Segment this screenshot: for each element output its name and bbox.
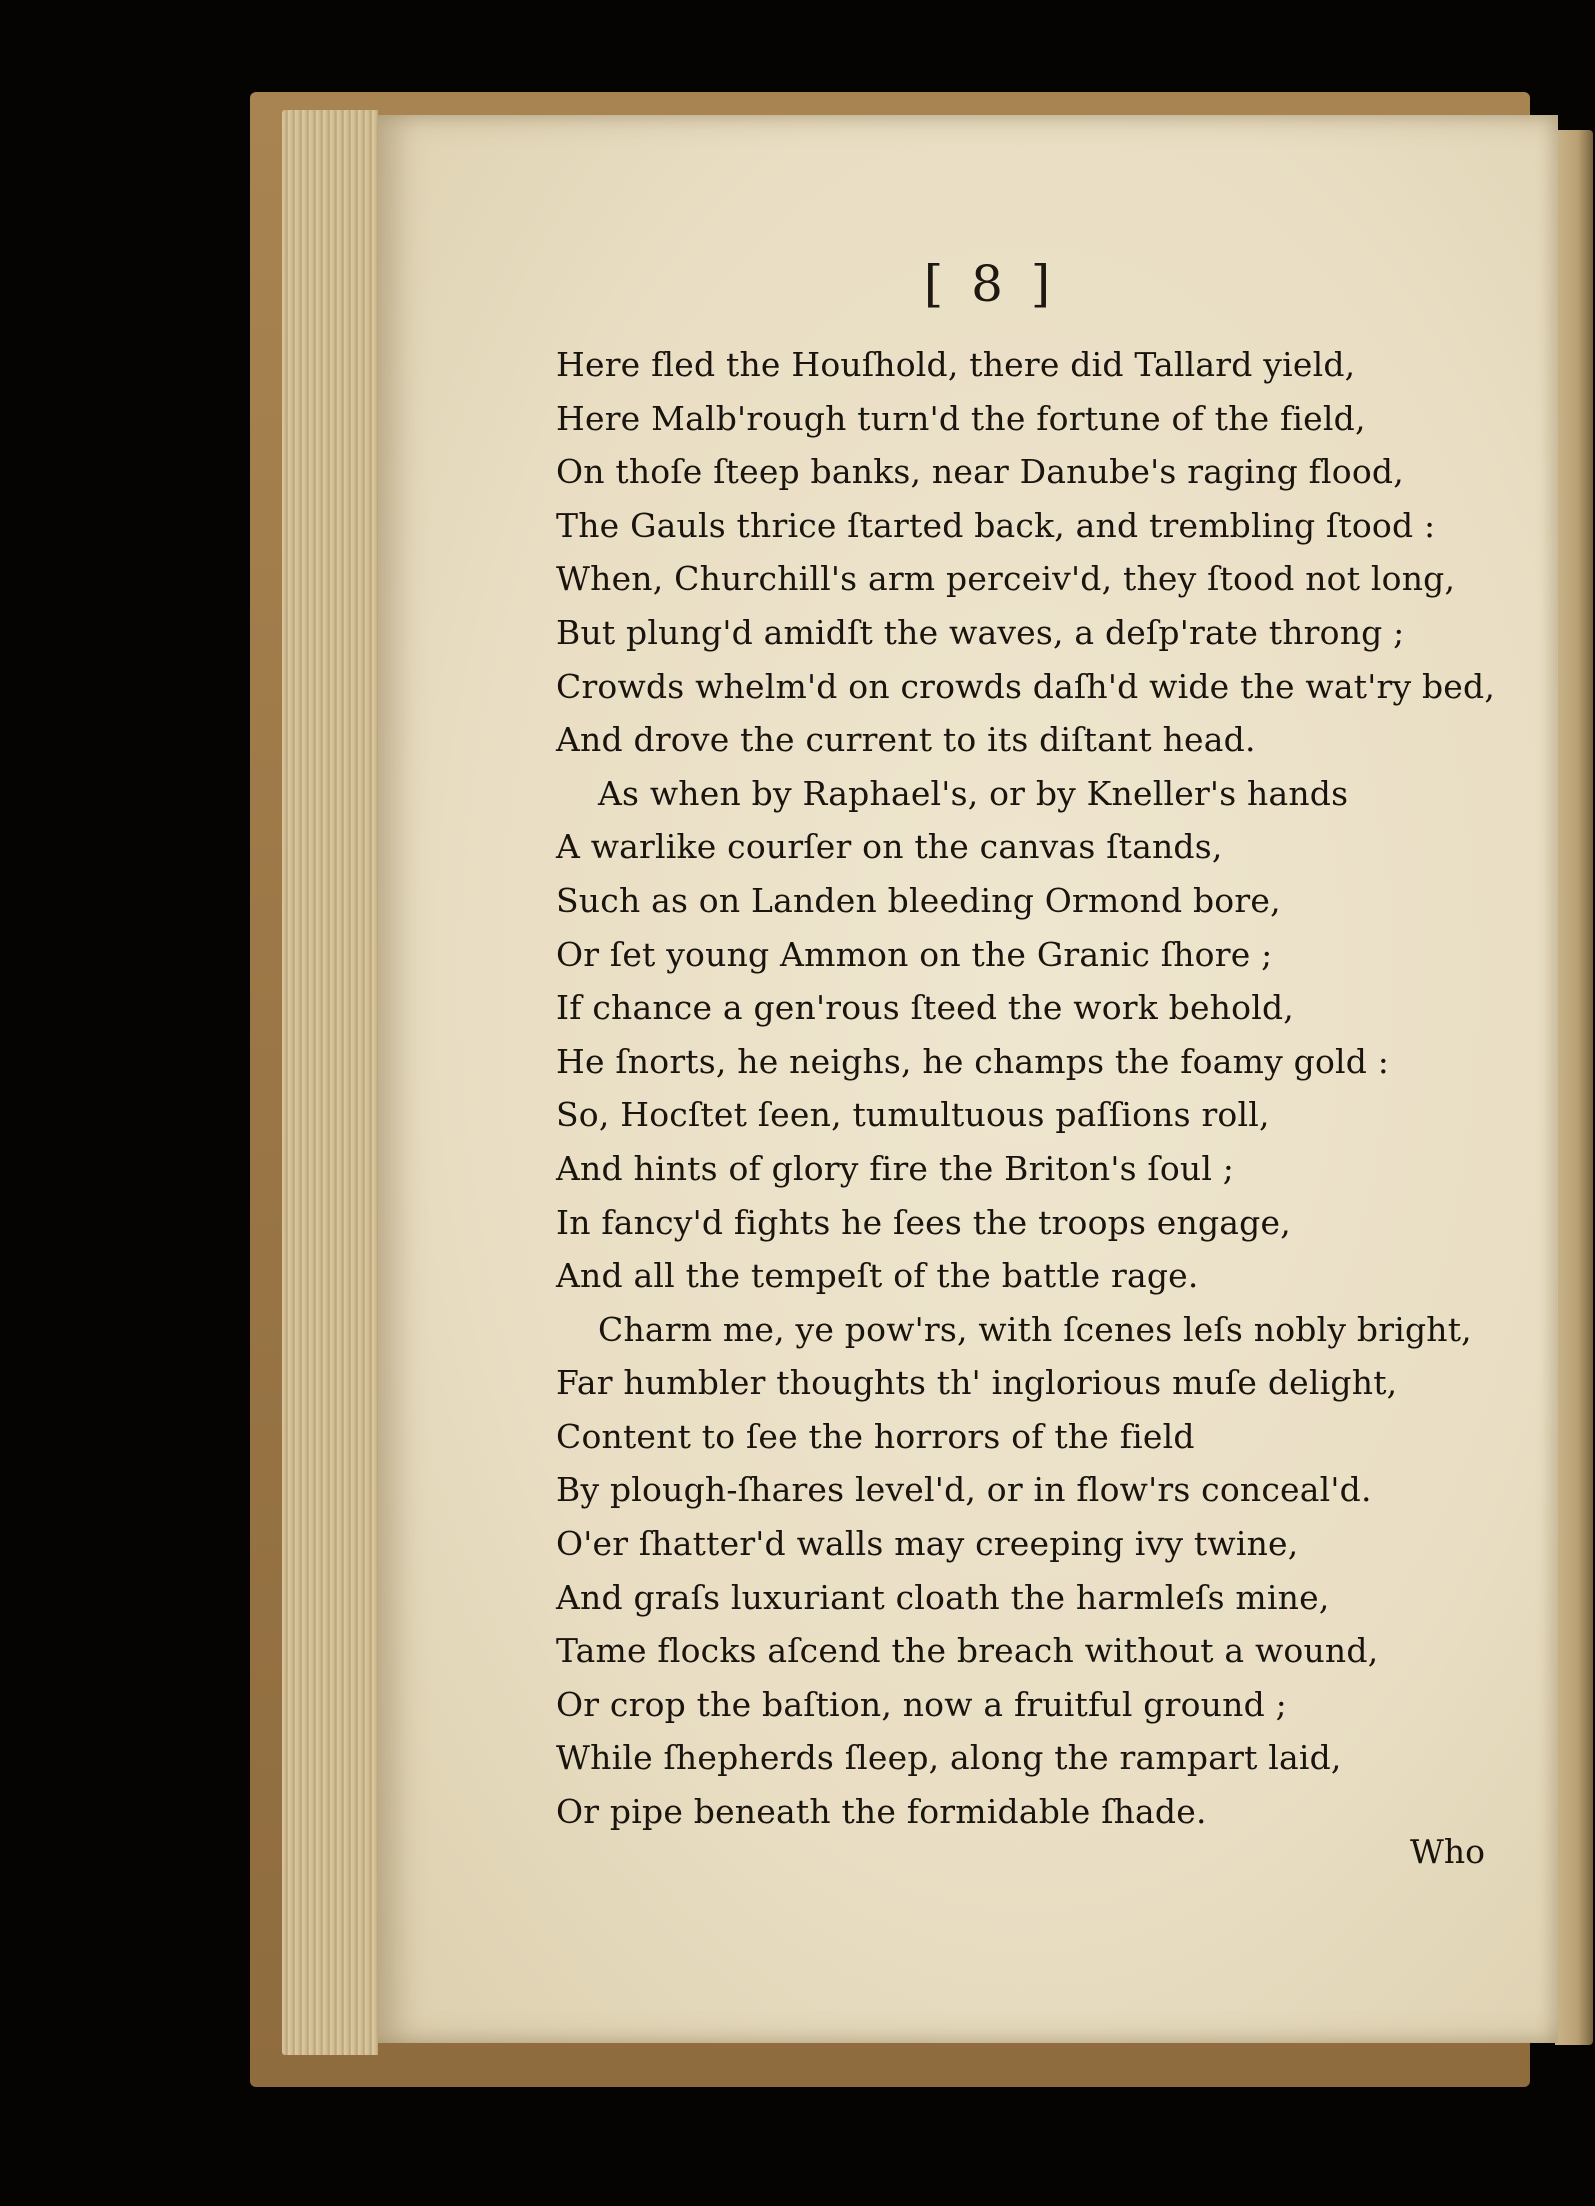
poem-line: Or crop the baſtion, now a fruitful ground ; [556,1684,1287,1724]
poem-line: Here Malb'rough turn'd the fortune of the field, [556,398,1366,438]
poem-line: On thoſe ſteep banks, near Danube's raging flood, [556,452,1404,492]
poem-line: But plung'd amidſt the waves, a deſp'rate throng ; [556,612,1405,652]
catchword: Who [1410,1832,1486,1871]
poem-line: Crowds whelm'd on crowds daſh'd wide the wat'ry bed, [556,666,1496,706]
poem-line: When, Churchill's arm perceiv'd, they ſtood not long, [556,559,1456,599]
poem-line: And drove the current to its diſtant head. [556,720,1256,760]
poem-line: Such as on Landen bleeding Ormond bore, [556,880,1281,920]
poem-line: O'er ſhatter'd walls may creeping ivy twine, [556,1524,1299,1564]
poem-line: Content to ſee the horrors of the field [556,1416,1195,1456]
poem-line: Tame flocks aſcend the breach without a wound, [556,1631,1379,1671]
poem-line: So, Hocſtet ſeen, tumultuous paſſions roll, [556,1095,1270,1135]
poem-line: And graſs luxuriant cloath the harmleſs mine, [556,1577,1330,1617]
poem-line: Or ſet young Ammon on the Granic ſhore ; [556,934,1273,974]
poem-line: As when by Raphael's, or by Kneller's hands [598,773,1349,813]
poem-line: If chance a gen'rous ſteed the work behold, [556,988,1294,1028]
poem-line: And all the tempeſt of the battle rage. [556,1256,1199,1296]
poem-line: Charm me, ye pow'rs, with ſcenes leſs nobly bright, [598,1309,1472,1349]
poem-line: While ſhepherds ſleep, along the rampart laid, [556,1738,1342,1778]
poem-line: In fancy'd fights he ſees the troops engage, [556,1202,1291,1242]
poem-line: He ſnorts, he neighs, he champs the foamy gold : [556,1041,1390,1081]
poem-line: Here fled the Houſhold, there did Tallard yield, [556,345,1356,384]
poem-line: By plough-ſhares level'd, or in flow'rs conceal'd. [556,1470,1372,1510]
poem-line: Or pipe beneath the formidable ſhade. [556,1792,1207,1832]
poem-line: The Gauls thrice ſtarted back, and trembling ſtood : [556,505,1436,545]
page-number: [ 8 ] [923,255,1057,313]
poem-text [556,338,1496,1839]
page-edges [282,110,378,2055]
poem-line: Far humbler thoughts th' inglorious muſe delight, [556,1363,1398,1403]
poem-line: And hints of glory fire the Briton's ſoul ; [556,1148,1235,1188]
facing-page-edge [1555,130,1593,2045]
poem-line: A warlike courſer on the canvas ſtands, [556,827,1223,867]
